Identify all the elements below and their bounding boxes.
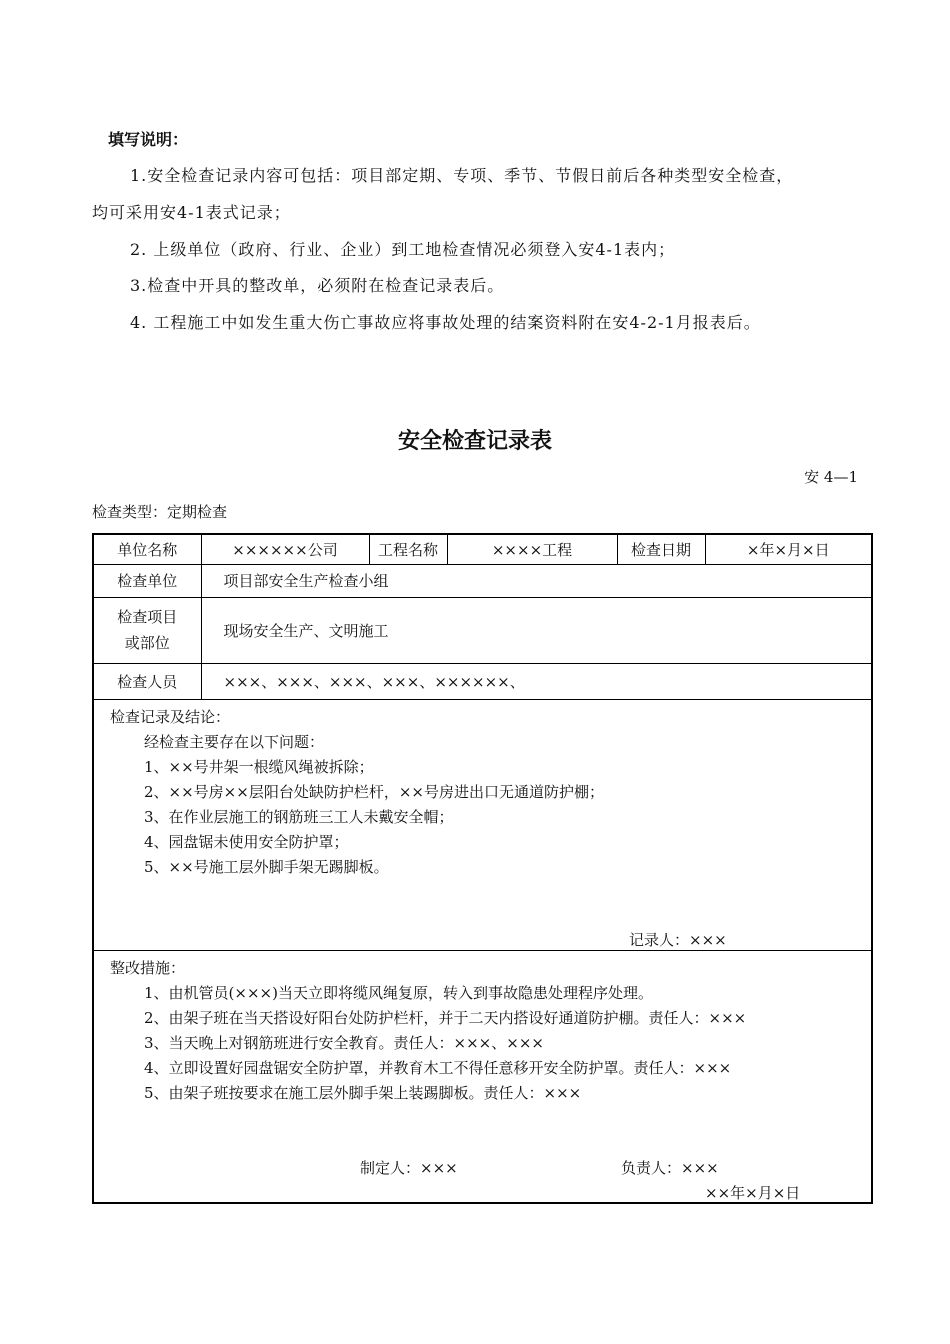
record-conclusion-cell <box>93 699 872 950</box>
unit-name-value: ××××××公司 <box>201 534 369 564</box>
rectification-date: ××年×月×日 <box>705 1183 801 1202</box>
inspectors-label: 检查人员 <box>93 663 201 699</box>
form-title: 安全检查记录表 <box>397 429 552 454</box>
project-name-value: ××××工程 <box>447 534 617 564</box>
inspection-item-value: 现场安全生产、文明施工 <box>201 597 872 663</box>
record-heading: 检查记录及结论： <box>110 707 231 726</box>
inspection-dept-label: 检查单位 <box>93 564 201 597</box>
record-item: 4、园盘锯未使用安全防护罩； <box>144 832 349 851</box>
inspection-type: 检查类型：定期检查 <box>92 503 228 521</box>
instruction-item-3: 3.检查中开具的整改单，必须附在检查记录表后。 <box>130 276 505 295</box>
record-item: 1、××号井架一根缆风绳被拆除； <box>144 757 374 776</box>
instruction-item-1-cont: 均可采用安4-1表式记录； <box>92 203 291 222</box>
form-code: 安 4—1 <box>804 468 858 486</box>
instruction-item-1: 1.安全检查记录内容可包括：项目部定期、专项、季节、节假日前后各种类型安全检查， <box>130 166 794 185</box>
record-item: 3、在作业层施工的钢筋班三工人未戴安全帽； <box>144 807 454 826</box>
rectification-cell <box>93 950 872 1203</box>
plan-maker: 制定人：××× <box>360 1158 458 1177</box>
recorder: 记录人：××× <box>629 930 727 949</box>
project-name-label: 工程名称 <box>369 534 447 564</box>
rectification-item: 5、由架子班按要求在施工层外脚手架上装踢脚板。责任人：××× <box>144 1083 582 1102</box>
unit-name-label: 单位名称 <box>93 534 201 564</box>
inspection-date-label: 检查日期 <box>617 534 705 564</box>
instruction-item-2: 2. 上级单位（政府、行业、企业）到工地检查情况必须登入安4-1表内； <box>130 240 676 259</box>
inspection-date-value: ×年×月×日 <box>705 534 872 564</box>
record-item: 5、××号施工层外脚手架无踢脚板。 <box>144 857 389 876</box>
rectification-item: 1、由机管员(×××)当天立即将缆风绳复原，转入到事故隐患处理程序处理。 <box>144 983 653 1002</box>
rectification-item: 4、立即设置好园盘锯安全防护罩，并教育木工不得任意移开安全防护罩。责任人：××× <box>144 1058 732 1077</box>
rectification-item: 2、由架子班在当天搭设好阳台处防护栏杆，并于二天内搭设好通道防护棚。责任人：××× <box>144 1008 747 1027</box>
rectification-heading: 整改措施： <box>110 958 186 977</box>
inspection-item-label <box>93 597 201 663</box>
instructions-title: 填写说明： <box>108 130 189 149</box>
inspectors-value: ×××、×××、×××、×××、××××××、 <box>201 663 872 699</box>
responsible-person: 负责人：××× <box>621 1158 719 1177</box>
record-item: 2、××号房××层阳台处缺防护栏杆，××号房进出口无通道防护棚； <box>144 782 604 801</box>
rectification-item: 3、当天晚上对钢筋班进行安全教育。责任人：×××、××× <box>144 1033 544 1052</box>
record-intro: 经检查主要存在以下问题： <box>144 732 325 751</box>
inspection-dept-value: 项目部安全生产检查小组 <box>201 564 872 597</box>
inspection-record-table <box>92 533 873 1204</box>
inspection-item-label-line1: 检查项目 <box>117 608 178 626</box>
inspection-item-label-line2: 或部位 <box>124 634 170 652</box>
instruction-item-4: 4. 工程施工中如发生重大伤亡事故应将事故处理的结案资料附在安4-2-1月报表后。 <box>130 313 761 332</box>
